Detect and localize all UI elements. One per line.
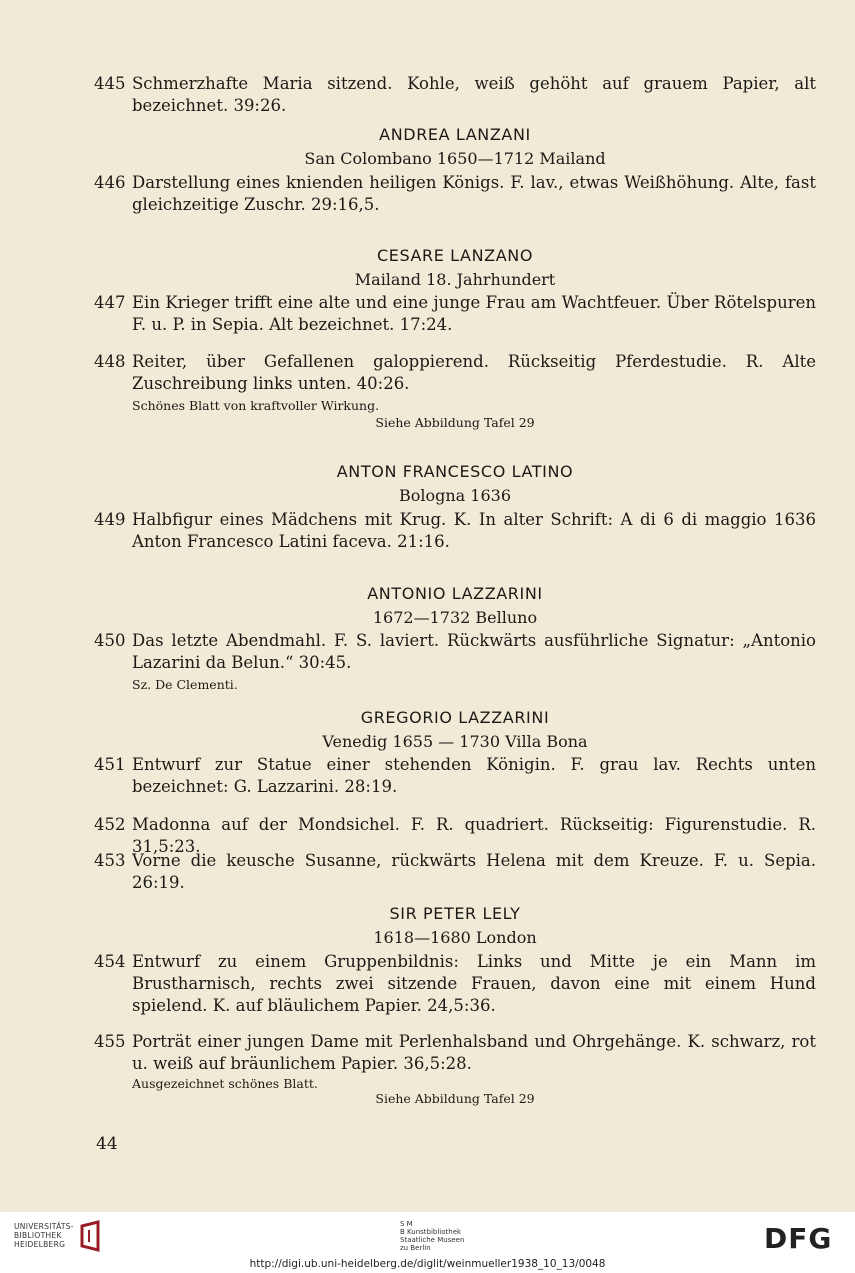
uni-line: BIBLIOTHEK [14, 1231, 62, 1240]
skd-line: zu Berlin [400, 1244, 431, 1252]
entry-text: Schmerzhafte Maria sitzend. Kohle, weiß gehöht auf grauem Papier, alt bezeichnet. 39:26. [132, 74, 816, 115]
entry-note: Sz. De Clementi. [132, 677, 238, 692]
skd-line: B Kunstbibliothek [400, 1228, 462, 1236]
entry-number: 452 [94, 815, 126, 834]
entry-text: Halbfigur eines Mädchens mit Krug. K. In alter Schrift: A di 6 di maggio 1636 Anton Francesco Latini faceva. 21:16. [132, 510, 816, 551]
artist-name: ANTONIO LAZZARINI [367, 584, 543, 603]
plate-reference: Siehe Abbildung Tafel 29 [375, 1091, 535, 1106]
artist-dates: Venedig 1655 — 1730 Villa Bona [322, 732, 588, 751]
artist-name: SIR PETER LELY [389, 904, 521, 923]
skd-line: Staatliche Museen [400, 1236, 465, 1244]
artist-dates: Bologna 1636 [398, 486, 512, 505]
entry-number: 451 [94, 755, 126, 774]
entry-note: Ausgezeichnet schönes Blatt. [132, 1076, 318, 1091]
university-library-label[interactable] [14, 1222, 74, 1249]
uni-line: HEIDELBERG [14, 1240, 66, 1249]
entry-number: 445 [94, 74, 126, 93]
entry-text: Vorne die keusche Susanne, rückwärts Helena mit dem Kreuze. F. u. Sepia. 26:19. [132, 851, 816, 892]
artist-name: GREGORIO LAZZARINI [360, 708, 550, 727]
dfg-logo[interactable]: DFG [764, 1222, 833, 1255]
entry-number: 447 [94, 293, 126, 312]
entry-number: 449 [94, 510, 126, 529]
entry-text: Darstellung eines knienden heiligen Königs. F. lav., etwas Weißhöhung. Alte, fast gleichzeitige Zuschr. 29:16,5. [132, 173, 816, 214]
artist-dates: San Colombano 1650—1712 Mailand [304, 149, 606, 168]
entry-text: Das letzte Abendmahl. F. S. laviert. Rückwärts ausführliche Signatur: „Antonio Lazarini da Belun.“ 30:45. [132, 631, 816, 672]
uni-line: UNIVERSITÄTS- [14, 1222, 74, 1231]
entry-text: Entwurf zur Statue einer stehenden Königin. F. grau lav. Rechts unten bezeichnet: G. Lazzarini. 28:19. [132, 755, 816, 796]
entry-number: 446 [94, 173, 126, 192]
staatliche-museen-label[interactable] [400, 1220, 464, 1252]
skd-line: S M [400, 1220, 413, 1228]
artist-name: CESARE LANZANO [376, 246, 534, 265]
artist-name: ANDREA LANZANI [379, 125, 531, 144]
entry-text: Ein Krieger trifft eine alte und eine junge Frau am Wachtfeuer. Über Rötelspuren F. u. P. in Sepia. Alt bezeichnet. 17:24. [132, 293, 816, 334]
entry-note: Schönes Blatt von kraftvoller Wirkung. [132, 398, 380, 413]
entry-number: 454 [94, 952, 126, 971]
entry-number: 453 [94, 851, 126, 870]
university-logo-icon[interactable] [78, 1220, 104, 1254]
entry-text: Porträt einer jungen Dame mit Perlenhalsband und Ohrgehänge. K. schwarz, rot u. weiß auf bräunlichem Papier. 36,5:28. [132, 1032, 816, 1073]
entry-number: 448 [94, 352, 126, 371]
artist-name: ANTON FRANCESCO LATINO [336, 462, 574, 481]
artist-dates: 1618—1680 London [373, 928, 537, 947]
permalink-url[interactable]: http://digi.ub.uni-heidelberg.de/diglit/weinmueller1938_10_13/0048 [249, 1258, 606, 1270]
plate-reference: Siehe Abbildung Tafel 29 [375, 415, 535, 430]
entry-number: 455 [94, 1032, 126, 1051]
entry-text: Entwurf zu einem Gruppenbildnis: Links und Mitte je ein Mann im Brustharnisch, rechts zwei sitzende Frauen, davon eine mit einem Hund spielend. K. auf bläulichem Papier. 24,5:36. [132, 952, 816, 1015]
artist-dates: 1672—1732 Belluno [372, 608, 538, 627]
entry-text: Madonna auf der Mondsichel. F. R. quadriert. Rückseitig: Figurenstudie. R. 31,5:23. [132, 815, 816, 856]
page-number: 44 [96, 1134, 118, 1154]
entry-number: 450 [94, 631, 126, 650]
artist-dates: Mailand 18. Jahrhundert [354, 270, 556, 289]
entry-text: Reiter, über Gefallenen galoppierend. Rückseitig Pferdestudie. R. Alte Zuschreibung links unten. 40:26. [132, 352, 816, 393]
